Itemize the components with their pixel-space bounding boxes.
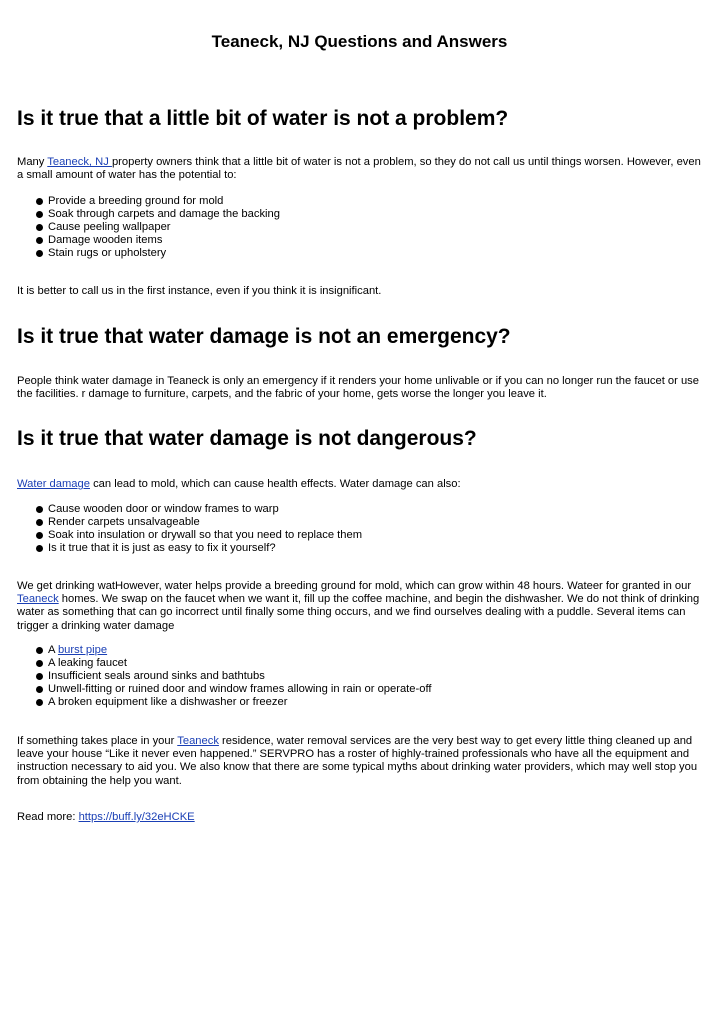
- bullet-icon: [36, 660, 43, 667]
- list-item: A leaking faucet: [36, 657, 431, 670]
- list-item: Unwell-fitting or ruined door and window frames allowing in rain or operate-off: [36, 683, 431, 696]
- list-item: Stain rugs or upholstery: [36, 247, 280, 260]
- list-small-water-effects: [36, 195, 280, 260]
- list-item: Soak into insulation or drywall so that you need to replace them: [36, 529, 362, 542]
- heading-not-dangerous: Is it true that water damage is not dangerous?: [17, 427, 477, 450]
- bullet-icon: [36, 686, 43, 693]
- read-more-label: Read more:: [17, 811, 79, 823]
- link-burst-pipe[interactable]: burst pipe: [57, 644, 108, 656]
- link-teaneck-nj[interactable]: Teaneck, NJ: [47, 156, 112, 168]
- document-title: Teaneck, NJ Questions and Answers: [211, 32, 508, 51]
- link-teaneck-residence[interactable]: Teaneck: [177, 735, 219, 747]
- list-item: Render carpets unsalvageable: [36, 516, 362, 529]
- bullet-icon: [36, 250, 43, 257]
- list-damage-causes: [36, 644, 431, 709]
- list-item: Insufficient seals around sinks and bathtubs: [36, 670, 431, 683]
- paragraph-servpro: If something takes place in your Teaneck residence, water removal services are the very best way to get every little thing cleaned up and leave your house “Like it never even happened.” SERVPRO has a roster of highly-trained professionals who have all the equipment and instruction necessary to aid you. We also know that there are some typical myths about drinking water providers, which may well stop you from obtaining the help you want.: [17, 735, 698, 787]
- paragraph-read-more: [17, 811, 707, 824]
- list-item: A broken equipment like a dishwasher or freezer: [36, 696, 431, 709]
- bullet-icon: [36, 211, 43, 218]
- list-item: A burst pipe: [36, 644, 431, 657]
- paragraph-call-us: It is better to call us in the first instance, even if you think it is insignificant.: [17, 285, 382, 297]
- list-damage-effects: [36, 503, 362, 555]
- intro-text-a: Many: [17, 156, 48, 168]
- list-item: Cause wooden door or window frames to warp: [36, 503, 362, 516]
- paragraph-mold-effects: [17, 478, 707, 491]
- list-item: Is it true that it is just as easy to fix it yourself?: [36, 542, 362, 555]
- paragraph-emergency: People think water damage in Teaneck is only an emergency if it renders your home unlivable or if you can no longer run the faucet or use the facilities. r damage to furniture, carpets, and the fabric of your home, gets worse the longer you leave it.: [17, 375, 699, 401]
- list-item: Provide a breeding ground for mold: [36, 195, 280, 208]
- bullet-icon: [36, 198, 43, 205]
- heading-little-water: Is it true that a little bit of water is not a problem?: [17, 107, 509, 130]
- bullet-icon: [36, 673, 43, 680]
- bullet-icon: [36, 506, 43, 513]
- bullet-icon: [36, 519, 43, 526]
- heading-not-emergency: Is it true that water damage is not an emergency?: [17, 325, 511, 348]
- mold-text: can lead to mold, which can cause health effects. Water damage can also:: [89, 478, 461, 490]
- intro-text-b: property owners think that a little bit of water is not a problem, so they do not call us until things worsen. However, even a small amount of water has the potential to:: [17, 156, 701, 182]
- paragraph-little-water-intro: [17, 156, 707, 182]
- link-teaneck-homes[interactable]: Teaneck: [17, 593, 59, 606]
- list-item: Damage wooden items: [36, 234, 280, 247]
- bullet-icon: [36, 532, 43, 539]
- paragraph-drinking-water: We get drinking watHowever, water helps provide a breeding ground for mold, which can grow within 48 hours. Wateer for granted in our Teaneck homes. We swap on the faucet when we want it, fill up the coffee machine, and begin the dishwasher. We do not think of drinking water as something that can go incorrect until finally some thing occurs, and we find ourselves dealing with a puddle. Several items can trigger a drinking water damage: [17, 580, 700, 632]
- bullet-icon: [36, 224, 43, 231]
- bullet-icon: [36, 647, 43, 654]
- link-read-more-url[interactable]: https://buff.ly/32eHCKE: [78, 811, 195, 823]
- link-water-damage[interactable]: Water damage: [17, 478, 90, 490]
- list-item: Cause peeling wallpaper: [36, 221, 280, 234]
- list-item: Soak through carpets and damage the backing: [36, 208, 280, 221]
- bullet-icon: [36, 545, 43, 552]
- bullet-icon: [36, 699, 43, 706]
- bullet-icon: [36, 237, 43, 244]
